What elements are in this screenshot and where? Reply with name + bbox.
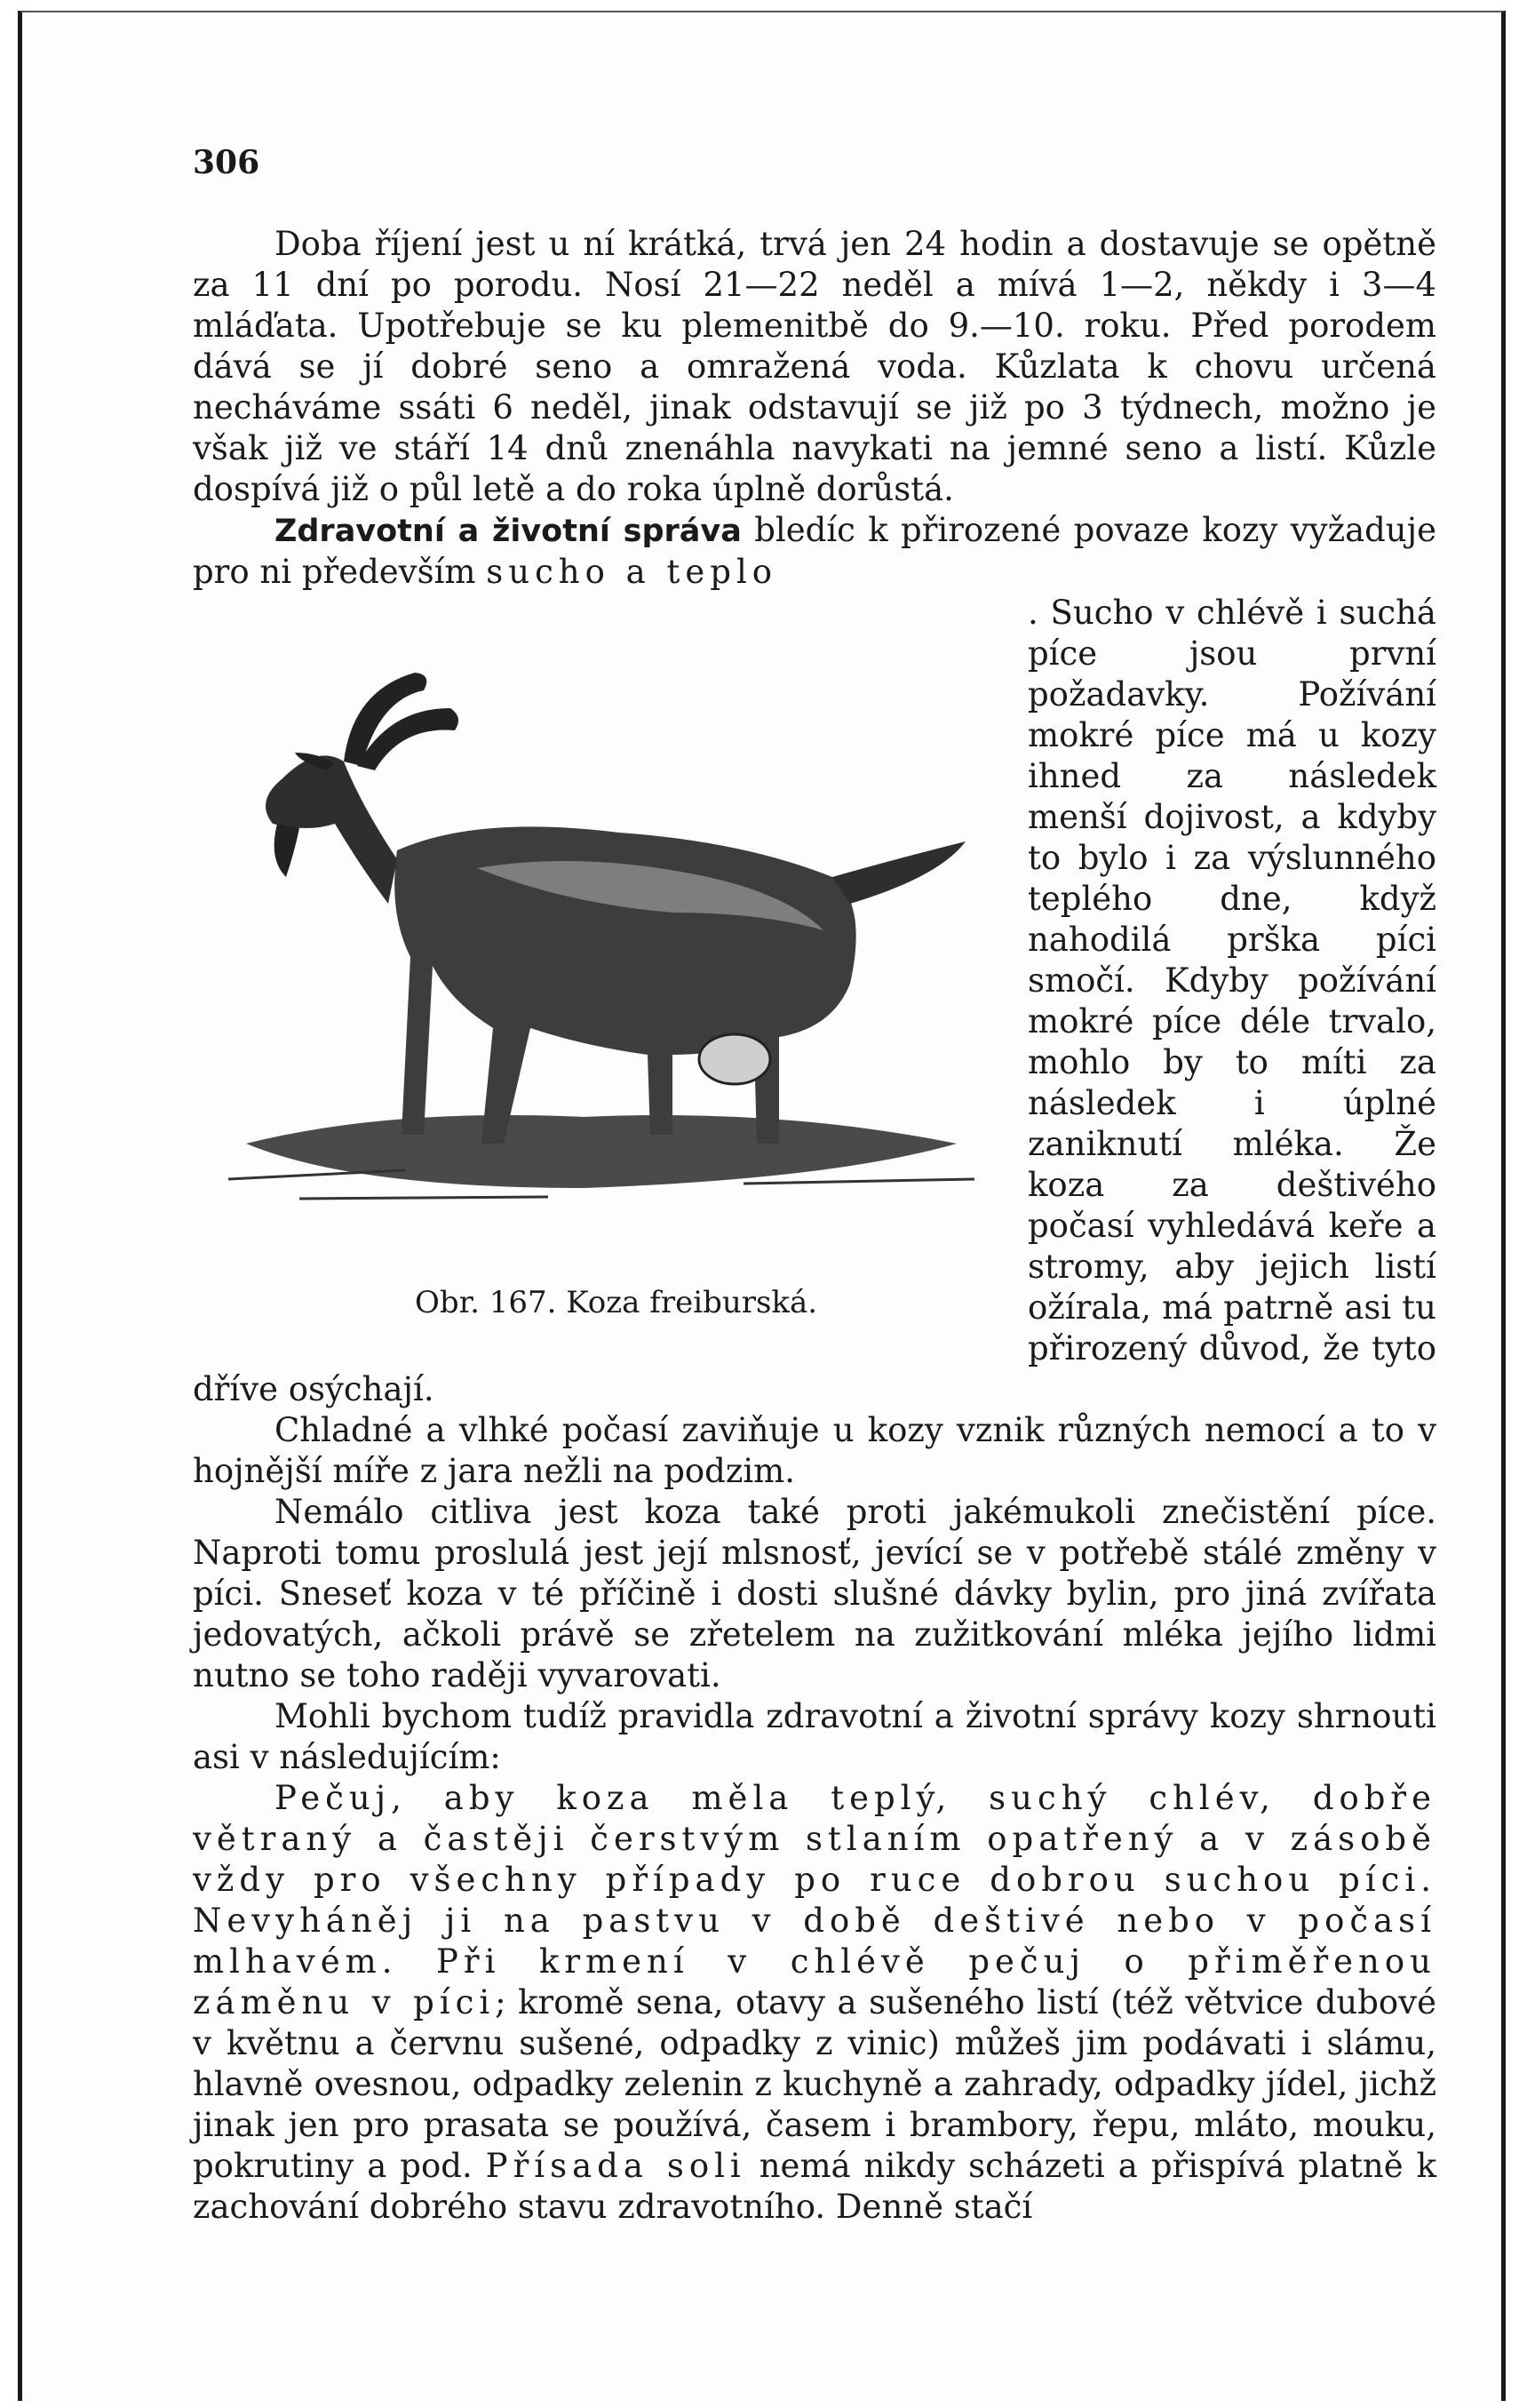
intro-paragraph: Doba říjení jest u ní krátká, trvá jen 24 hodin a dostavuje se opětně za 11 dní po porodu. Nosí 21—22 neděl a mívá 1—2, někdy i 3—4 mláďata. Upotřebuje se ku plemenitbě do 9.—10. roku. Před porodem dává se jí dobré seno a omražená voda. Kůzlata k chovu určená necháváme ssáti 6 neděl, jinak odstavují se již po 3 týdnech, možno je však již ve stáří 14 dnů znenáhla navykati na jemné seno a listí. Kůzle dospívá již o půl letě a do roka úplně dorůstá.: [193, 225, 1436, 508]
page-text: [193, 224, 1436, 2228]
page-number: 306: [193, 144, 260, 181]
goat-figure: [193, 593, 1010, 1330]
book-page: [18, 11, 1506, 2401]
health-paragraph: [193, 510, 1436, 593]
rules-spaced-b: Přísada soli: [485, 2147, 746, 2185]
paragraph-weather: Chladné a vlhké počasí zaviňuje u kozy vznik různých nemocí a to v hojnější míře z jara nežli na podzim.: [193, 1411, 1436, 1490]
health-spaced: sucho a teplo: [486, 553, 778, 591]
rules-plain-b: nemá nikdy scházeti a přispívá platně k zachování dobrého stavu zdravotního. Denně stačí: [193, 2147, 1436, 2226]
figure-caption: Obr. 167. Koza freiburská.: [415, 1285, 818, 1320]
paragraph-feed: Nemálo citliva jest koza také proti jakémukoli znečistění píce. Naproti tomu proslulá jest její mlsnosť, jevící se v potřebě stálé změny v píci. Sneseť koza v té příčině i dosti slušné dávky bylin, pro jiná zvířata jedovatých, ačkoli právě se zřetelem na zužitkování mléka jejího lidmi nutno se toho raději vyvarovati.: [193, 1493, 1436, 1694]
paragraph-rules: [193, 1778, 1436, 2228]
paragraph-rules-intro: Mohli bychom tudíž pravidla zdravotní a životní správy kozy shrnouti asi v následujícím:: [193, 1697, 1436, 1776]
health-heading: Zdravotní a životní správa: [274, 514, 742, 549]
health-lead: bledíc k přirozené povaze kozy vyžaduje pro ni především: [193, 511, 1437, 591]
health-continuation: . Sucho v chlévě i suchá píce jsou první požadavky. Požívání mokré píce má u kozy ihned za následek menší dojivost, a kdyby to bylo i za výslunného teplého dne, když nahodilá prška píci smočí. Kdyby požívání mokré píce déle trvalo, mohlo by to míti za následek i úplné zaniknutí mléka. Že koza za deštivého počasí vyhledává keře a stromy, aby jejich listí ožírala, má patrně asi tu přirozený důvod, že tyto dříve osýchají.: [193, 594, 1436, 1408]
goat-illustration: [211, 610, 992, 1268]
rules-plain-a: ; kromě sena, otavy a sušeného listí (též větvice dubové v květnu a červnu sušené, odpadky z vinic) můžeš jim podávati i slámu, hlavně ovesnou, odpadky zelenin z kuchyně a zahrady, odpadky jídel, jichž jinak jen pro prasata se používá, časem i brambory, řepu, mláto, mouku, pokrutiny a pod.: [193, 1983, 1436, 2185]
rules-spaced-a: Pečuj, aby koza měla teplý, suchý chlév, dobře větraný a častěji čerstvým stlaním opatřený a v zásobě vždy pro všechny případy po ruce dobrou suchou píci. Nevyháněj ji na pastvu v době deštivé nebo v počasí mlhavém. Při krmení v chlévě pečuj o přiměřenou záměnu v píci: [193, 1779, 1436, 2021]
